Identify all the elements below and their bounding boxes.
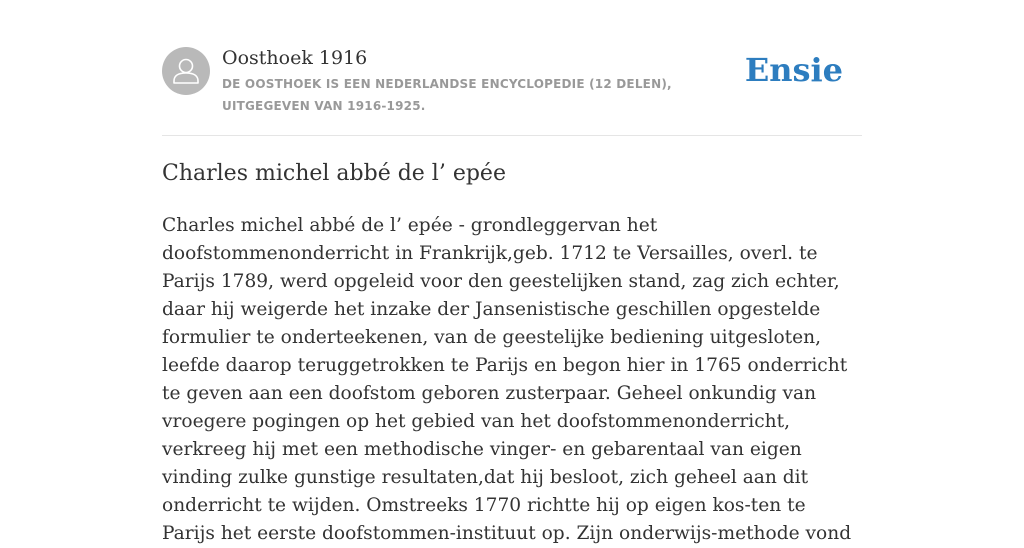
user-icon-graphic (162, 47, 210, 95)
header-divider (162, 135, 862, 136)
user-icon[interactable] (162, 47, 210, 95)
article-title: Charles michel abbé de l’ epée (162, 161, 506, 186)
source-title[interactable]: Oosthoek 1916 (222, 47, 368, 69)
article-body: Charles michel abbé de l’ epée - grondleggervan het doofstommenonderricht in Frankrijk,geb. 1712 te Versailles, overl. te Parijs 1789, werd opgeleid voor den geestelijken stand, zag zich echter, daar hij weigerde het inzake der Jansenistische geschillen opgestelde formulier te onderteekenen, van de geestelijke bediening uitgesloten, leefde daarop teruggetrokken te Parijs en begon hier in 1765 onderricht te geven aan een doofstom geboren zusterpaar. Geheel onkundig van vroegere pogingen op het gebied van het doofstommenonderricht, verkreeg hij met een methodische vinger- en gebarentaal van eigen vinding zulke gunstige resultaten,dat hij besloot, zich geheel aan dit onderricht te wijden. Omstreeks 1770 richtte hij op eigen kos-ten te Parijs het eerste doofstommen-instituut op. Zijn onderwijs-methode vond (162, 215, 852, 544)
ensie-logo[interactable]: Ensie (744, 51, 843, 89)
source-description: DE OOSTHOEK IS EEN NEDERLANDSE ENCYCLOPEDIE (12 DELEN), UITGEGEVEN VAN 1916-1925. (222, 77, 672, 113)
source-header (162, 46, 862, 136)
